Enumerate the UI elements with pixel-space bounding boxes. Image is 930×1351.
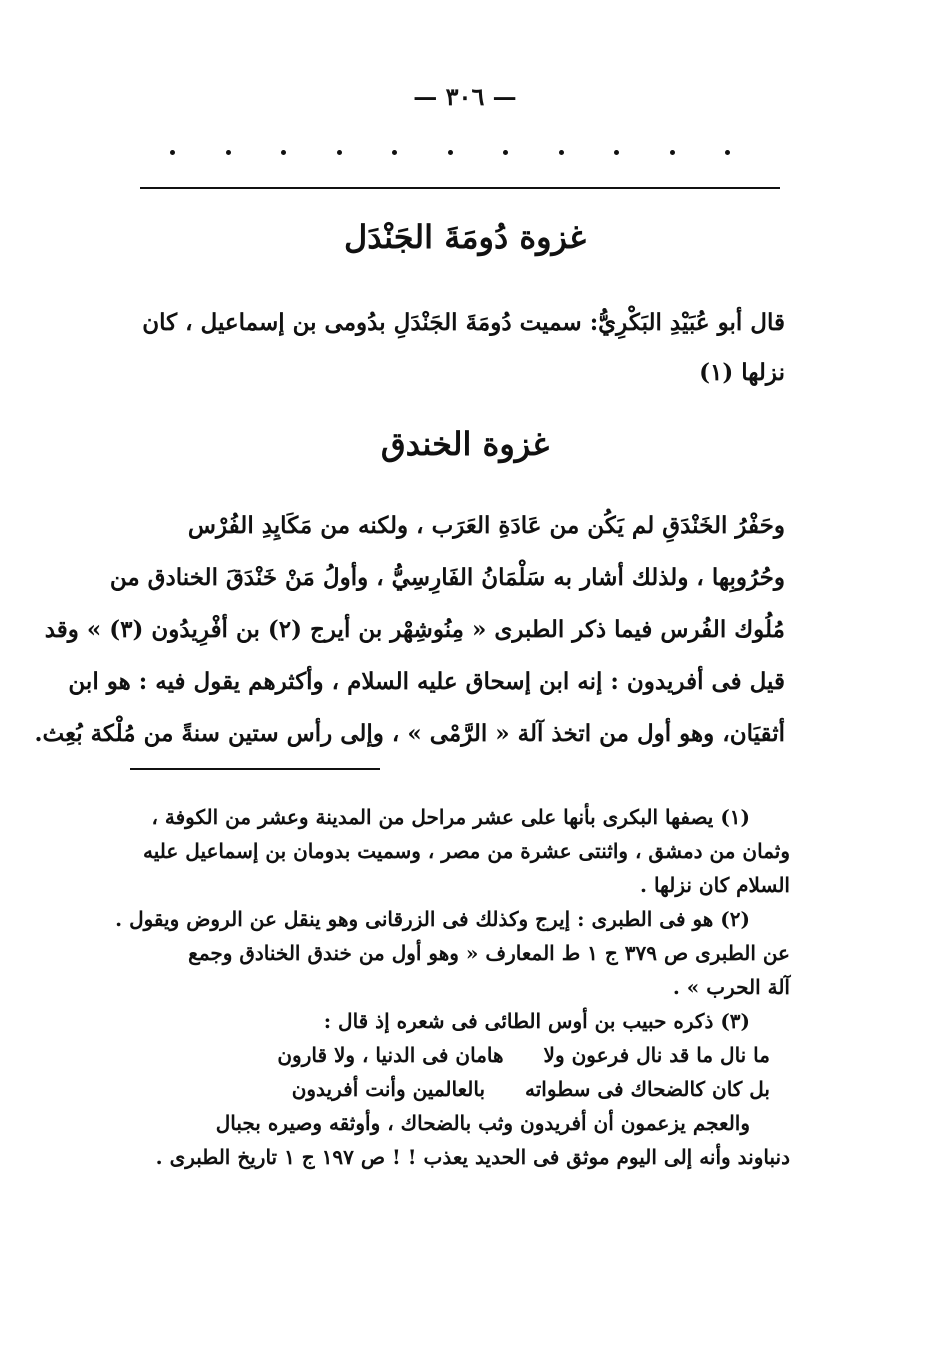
footnote-line: والعجم يزعمون أن أفريدون وثب بالضحاك ، وأوثقه وصيره بجبال xyxy=(215,1111,750,1135)
footnote-line: عن الطبرى ص ٣٧٩ ج ١ ط المعارف « وهو أول من خندق الخنادق وجمع xyxy=(188,941,790,965)
footnote-line: (١) يصفها البكرى بأنها على عشر مراحل من المدينة وعشر من الكوفة ، xyxy=(151,805,750,829)
section-title-khandaq: غزوة الخندق xyxy=(380,425,550,463)
section-body-dumat-al-jandal xyxy=(125,298,785,398)
section-title-dumat-al-jandal: غزوة دُومَةَ الجَنْدَل xyxy=(344,218,586,256)
dot xyxy=(503,150,508,155)
text-line: قال أبو عُبَيْدِ البَكْرِيُّ: سميت دُومَةَ الجَنْدَلِ بدُومى بن إسماعيل ، كان xyxy=(142,309,785,336)
footnote-line: السلام كان نزلها . xyxy=(640,873,790,897)
text-line: قيل فى أفريدون : إنه ابن إسحاق عليه السلام ، وأكثرهم يقول فيه : هو ابن xyxy=(68,668,785,695)
footnote-divider xyxy=(130,768,380,770)
text-line: أثقيَان، وهو أول من اتخذ آلة « الرَّمْى » ، وإلى رأس ستين سنةً من مُلْكة بُعِث. xyxy=(34,720,785,747)
text-line: وحُرُوبِها ، ولذلك أشار به سَلْمَانُ الفَارِسِيُّ ، وأولُ مَنْ خَنْدَقَ الخنادق من xyxy=(109,564,785,591)
dot xyxy=(448,150,453,155)
text-line: نزلها (١) xyxy=(699,359,785,386)
dot xyxy=(614,150,619,155)
verse-line xyxy=(120,1038,790,1072)
verse-hemistich: بالعالمين وأنت أفريدون xyxy=(291,1077,486,1101)
footnotes xyxy=(115,800,790,1174)
footnote-line: وثمان من دمشق ، واثنتى عشرة من مصر ، وسميت بدومان بن إسماعيل عليه xyxy=(143,839,790,863)
verse-hemistich: هامان فى الدنيا ، ولا قارون xyxy=(277,1043,504,1067)
footnote-line: (٣) ذكره حبيب بن أوس الطائى فى شعره إذ قال : xyxy=(323,1009,750,1033)
top-divider xyxy=(140,187,780,189)
footnote-line: دنباوند وأنه إلى اليوم موثق فى الحديد يعذب ! ! ص ١٩٧ ج ١ تاريخ الطبرى . xyxy=(155,1145,790,1169)
dot xyxy=(725,150,730,155)
dot xyxy=(337,150,342,155)
footnote-line: آلة الحرب » . xyxy=(672,975,790,999)
verse-hemistich: ما نال ما قد نال فرعون ولا xyxy=(543,1043,770,1067)
dot xyxy=(281,150,286,155)
dot xyxy=(392,150,397,155)
footnote-line: (٢) هو فى الطبرى : إيرج وكذلك فى الزرقانى وهو ينقل عن الروض ويقول . xyxy=(115,907,750,931)
verse-hemistich: بل كان كالضحاك فى سطواته xyxy=(525,1077,770,1101)
ornamental-dots xyxy=(170,150,730,155)
verse-line xyxy=(120,1072,790,1106)
section-body-khandaq xyxy=(34,500,785,760)
text-line: مُلُوك الفُرس فيما ذكر الطبرى « مِنُوشِهْر بن أيرج (٢) بن أفْرِيدُون (٣) » وقد xyxy=(44,616,785,643)
dot xyxy=(670,150,675,155)
dot xyxy=(170,150,175,155)
dot xyxy=(226,150,231,155)
page-number: — ٣٠٦ — xyxy=(413,82,517,111)
dot xyxy=(559,150,564,155)
text-line: وحَفْرُ الخَنْدَقِ لم يَكُن من عَادَةِ العَرَب ، ولكنه من مَكَايِدِ الفُرْس xyxy=(187,512,785,539)
